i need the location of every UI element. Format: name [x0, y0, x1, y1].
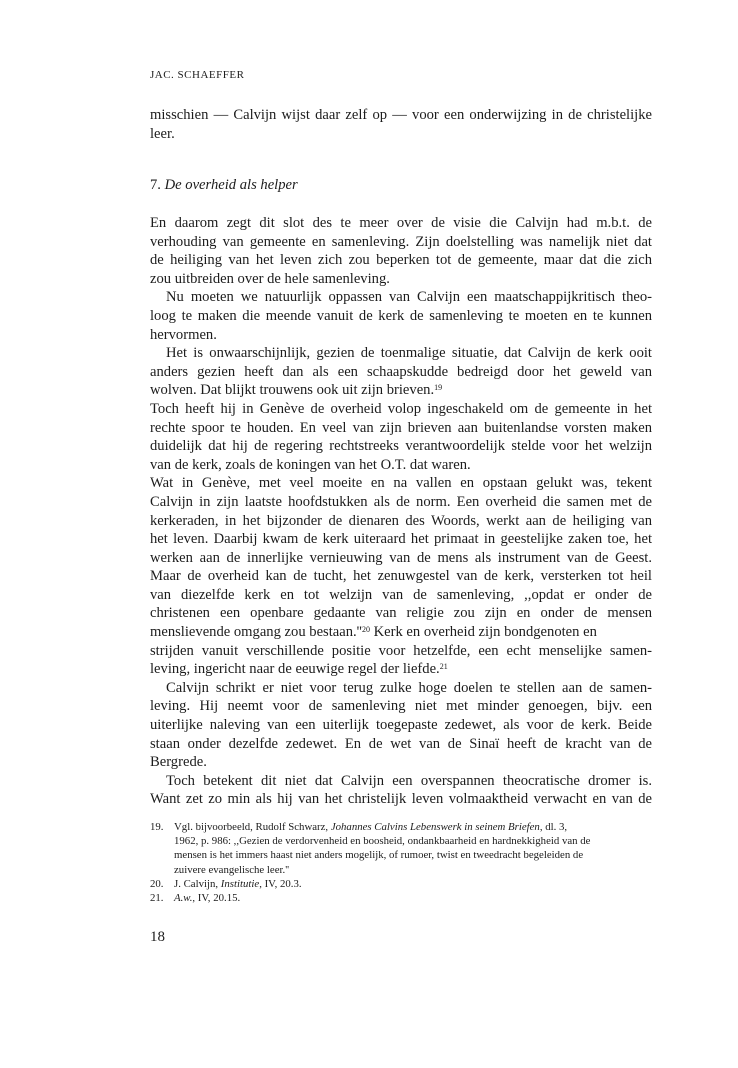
footnote-19-cont [150, 848, 652, 862]
footnote-indent [150, 848, 174, 862]
footnote-number: 21. [150, 892, 164, 905]
footnote-number: 20. [150, 877, 164, 890]
text-line: Want zet zo min als hij van het christelijk leven volmaaktheid verwacht en van de [150, 791, 652, 808]
footnote-text [174, 877, 652, 891]
running-head: JAC. SCHAEFFER [150, 69, 245, 81]
text-line: strijden vanuit verschillende positie voor hetzelfde, een echt menselijke samen- [150, 642, 652, 659]
text-line: rechte spoor te houden. En veel van zijn brieven aan buitenlandse vorsten maken [150, 419, 652, 436]
text-line: Calvijn in zijn laatste hoofdstukken als de norm. Een overheid die samen met de [150, 493, 652, 510]
text-line: leving. Hij neemt voor de samenleving niet met minder genoegen, bijv. een [150, 698, 652, 715]
text-fragment: , dl. 3, [539, 821, 568, 833]
footnote-text: 1962, p. 986: ,,Gezien de verdorvenheid en boosheid, ondankbaarheid en hardnekkigheid van de [174, 835, 591, 848]
text-line: Calvijn schrikt er niet voor terug zulke hoge doelen te stellen aan de samen- [166, 679, 652, 696]
footnotes [150, 820, 652, 905]
text-line: werken aan de innerlijke vernieuwing van de mens als instrument van de Geest. [150, 549, 652, 566]
text-line: misschien — Calvijn wijst daar zelf op — voor een onderwijzing in de christelijke [150, 107, 652, 123]
book-title: Johannes Calvins Lebenswerk in seinem Briefen [330, 821, 540, 833]
text-fragment: , IV, 20.3. [259, 877, 302, 890]
text-line: kerkeraden, in het bijzonder de dienaren des Woords, werkt aan de heiliging van [150, 512, 652, 529]
text-line: anders gezien heeft dan als een schaapskudde bedreigd door het geweld van [150, 363, 652, 380]
section-title: De overheid als helper [164, 177, 298, 193]
text-line: zou uitbreiden over de hele samenleving. [150, 270, 390, 287]
text-line [150, 381, 652, 400]
text-line: leer. [150, 125, 175, 142]
footnote-ref: 21 [439, 662, 448, 672]
page-number: 18 [150, 929, 165, 945]
footnote-text [174, 891, 652, 905]
text-fragment: leving, ingericht naar de eeuwige regel der liefde. [150, 661, 440, 678]
book-title: Institutie [220, 877, 260, 890]
text-fragment: Kerk en overheid zijn bondgenoten en [369, 624, 597, 641]
text-line: Toch heeft hij in Genève de overheid volop ingeschakeld om de gemeente in het [150, 400, 652, 417]
text-line: En daarom zegt dit slot des te meer over de visie die Calvijn had m.b.t. de [150, 215, 652, 231]
footnote-19-cont [150, 834, 652, 848]
footnote-indent [150, 863, 174, 877]
text-line: Het is onwaarschijnlijk, gezien de toenmalige situatie, dat Calvijn de kerk ooit [166, 345, 652, 362]
text-line: duidelijk dat hij de regering rechtstreeks verantwoordelijk stelde voor het welzijn [150, 438, 652, 455]
text-line [150, 660, 652, 679]
section-number: 7. [150, 177, 161, 193]
footnote-19 [150, 820, 652, 834]
text-line [150, 623, 652, 642]
text-line: staan onder dezelfde zedewet. En de wet van de Sinaï heeft de kracht van de [150, 735, 652, 752]
text-line: Wat in Genève, met veel moeite en na vallen en opstaan gelukt was, tekent [150, 475, 652, 492]
text-line: verhouding van gemeente en samenleving. Zijn doelstelling was namelijk niet dat [150, 233, 652, 250]
text-line: Toch betekent dit niet dat Calvijn een overspannen theocratische dromer is. [166, 772, 652, 789]
book-title: A.w. [174, 892, 193, 905]
text-line: van diezelfde kerk en tot welzijn van de samenleving, ,,opdat er onder de [150, 586, 652, 603]
footnote-number: 19. [150, 821, 164, 833]
footnote-text: mensen is het immers haast niet anders mogelijk, of rumoer, twist en tweedracht begeleiden de [174, 849, 584, 862]
text-line: loog te maken die meende vanuit de kerk de samenleving te moeten en te kunnen [150, 307, 652, 324]
text-line: hervormen. [150, 326, 217, 343]
text-fragment: J. Calvijn, [174, 877, 221, 890]
text-fragment: menslievende omgang zou bestaan.'' [150, 624, 362, 641]
intro-paragraph [150, 106, 652, 143]
footnote-indent [150, 834, 174, 848]
footnote-ref: 19 [434, 383, 443, 393]
text-line: Maar de overheid kan de tucht, het zenuwgestel van de kerk, versterken tot heil [150, 568, 652, 585]
text-fragment: wolven. Dat blijkt trouwens ook uit zijn brieven. [150, 382, 435, 399]
body-text [150, 214, 652, 809]
footnote-20 [150, 877, 652, 891]
section-heading [150, 177, 298, 194]
text-fragment: Vgl. bijvoorbeeld, Rudolf Schwarz, [174, 821, 331, 833]
text-line: christenen een openbare gedaante van religie zou zijn en onder de mensen [150, 605, 652, 622]
text-line: Bergrede. [150, 754, 207, 771]
footnote-19-cont [150, 863, 652, 877]
text-line: de heiliging van het leven zich zou beperken tot de gemeente, maar dat die zich [150, 252, 652, 269]
text-line: het leven. Daarbij kwam de kerk uiteraard het primaat in geestelijke zaken toe, het [150, 531, 652, 548]
text-line: Nu moeten we natuurlijk oppassen van Calvijn een maatschappijkritisch theo- [166, 289, 652, 306]
text-fragment: , IV, 20.15. [192, 892, 241, 905]
footnote-21 [150, 891, 652, 905]
footnote-ref: 20 [361, 625, 370, 635]
text-line: uiterlijke naleving van een uiterlijk toegepaste zedewet, als voor de kerk. Beide [150, 717, 652, 734]
footnote-text [174, 820, 652, 834]
footnote-text: zuivere evangelische leer.'' [174, 863, 290, 876]
text-line: van de kerk, zoals de koningen van het O.T. dat waren. [150, 456, 471, 473]
